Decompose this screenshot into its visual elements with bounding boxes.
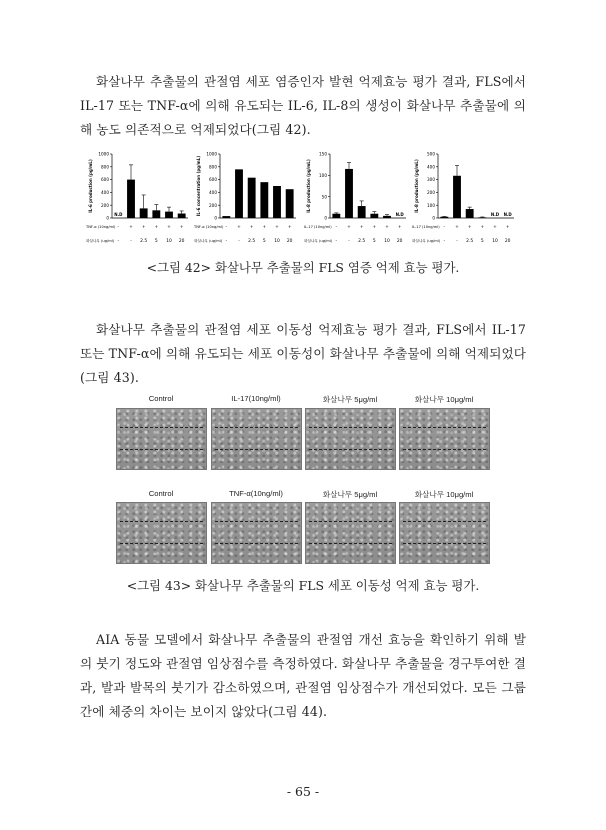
stim-sign: + <box>141 225 146 230</box>
stim-sign: + <box>505 225 510 230</box>
stim-sign: + <box>397 225 402 230</box>
y-axis-label: IL-6 production (pg/mL) <box>88 159 93 213</box>
stim-sign: + <box>167 225 171 230</box>
micrograph-label: IL-17(10ng/ml) <box>231 394 281 403</box>
y-tick-label: 800 <box>101 164 109 170</box>
y-tick-label: 600 <box>209 177 217 183</box>
extract-dose: 10 <box>492 239 498 244</box>
stim-sign: + <box>287 225 292 230</box>
extract-dose: 5 <box>262 239 266 244</box>
y-tick-label: 150 <box>319 152 327 157</box>
micrograph-label: TNF-α(10ng/ml) <box>229 489 283 498</box>
y-tick-label: 100 <box>427 202 435 208</box>
stim-sign: + <box>493 225 497 230</box>
extract-dose: - <box>117 239 120 244</box>
stim-sign: + <box>455 225 459 230</box>
micrograph-tile <box>211 408 302 470</box>
data-bar <box>127 180 135 218</box>
stim-sign: + <box>262 225 267 230</box>
bar-annotation: N.D <box>490 212 500 217</box>
data-bar <box>332 214 340 218</box>
extract-row-label: 화살나무 (ug/ml) <box>304 239 333 243</box>
y-tick-label: 100 <box>319 172 327 178</box>
stim-sign: - <box>117 225 120 230</box>
micrograph-tile <box>305 502 396 564</box>
stim-sign: + <box>467 225 472 230</box>
y-tick-label: 400 <box>101 190 109 195</box>
figure-43-micrographs <box>116 394 494 566</box>
extract-dose: 5 <box>480 239 484 244</box>
data-bar <box>273 186 281 218</box>
micrograph-label: 화살나무 10μg/ml <box>414 490 474 499</box>
data-bar <box>478 217 486 218</box>
micrograph-label: 화살나무 5μg/ml <box>322 395 378 404</box>
bar-annotation: N.D <box>503 212 512 217</box>
y-tick-label: 400 <box>427 164 435 170</box>
paragraph-cell-migration: 화살나무 추출물의 관절염 세포 이동성 억제효능 평가 결과, FLS에서 IL-17 또는 TNF-α에 의해 유도되는 세포 이동성이 화살나무 추출물에 의해 억제되었다(그림 43). <box>80 322 526 385</box>
extract-dose: 20 <box>178 239 185 244</box>
y-axis-label: IL-6 concentration (pg/mL) <box>196 155 201 217</box>
figure-42-charts <box>84 152 524 262</box>
data-bar <box>222 216 230 218</box>
y-tick-label: 200 <box>427 190 435 195</box>
stim-sign: + <box>480 225 485 230</box>
extract-dose: - <box>335 239 338 244</box>
extract-dose: 5 <box>154 239 158 244</box>
stim-sign: + <box>359 225 364 230</box>
y-tick-label: 400 <box>209 190 217 195</box>
data-bar <box>440 217 448 218</box>
stim-row-label: TNF-α (10ng/ml) <box>194 225 224 229</box>
extract-row-label: 화살나무 (ug/ml) <box>194 239 223 243</box>
micrograph-tile <box>399 408 490 470</box>
extract-dose: 20 <box>504 239 511 244</box>
data-bar <box>370 214 378 218</box>
y-tick-label: 200 <box>209 202 217 208</box>
extract-dose: 5 <box>372 239 376 244</box>
extract-dose: 2.5 <box>466 239 474 244</box>
bar-annotation: N.D <box>395 212 404 217</box>
y-axis-label: IL-8 production (pg/mL) <box>306 159 311 213</box>
extract-row-label: 화살나무 (ug/ml) <box>412 239 441 243</box>
stim-sign: + <box>372 225 377 230</box>
stim-sign: + <box>179 225 184 230</box>
figure-43-caption: <그림 43> 화살나무 추출물의 FLS 세포 이동성 억제 효능 평가. <box>126 578 480 593</box>
y-tick-label: 1000 <box>206 152 217 157</box>
extract-dose: 10 <box>274 239 280 244</box>
stim-sign: - <box>225 225 228 230</box>
data-bar <box>383 216 391 218</box>
extract-dose: 2.5 <box>248 239 256 244</box>
data-bar <box>358 206 366 218</box>
y-axis-label: IL-8 production (pg/mL) <box>414 159 419 213</box>
extract-dose: - <box>348 239 350 244</box>
bar-annotation: N.D <box>114 212 123 217</box>
stim-sign: + <box>275 225 279 230</box>
micrograph-tile <box>305 408 396 470</box>
data-bar <box>152 210 160 218</box>
data-bar <box>248 178 256 218</box>
data-bar <box>140 208 148 218</box>
stim-sign: + <box>249 225 254 230</box>
stim-sign: - <box>335 225 338 230</box>
stim-sign: + <box>347 225 351 230</box>
data-bar <box>178 214 186 218</box>
y-tick-label: 500 <box>427 152 435 157</box>
y-tick-label: 1000 <box>98 152 109 157</box>
extract-dose: - <box>456 239 458 244</box>
stim-row-label: TNF-α (10ng/ml) <box>86 225 116 229</box>
stim-row-label: IL-17 (10ng/ml) <box>304 225 332 229</box>
extract-row-label: 화살나무 (ug/ml) <box>86 239 115 243</box>
micrograph-label: 화살나무 10μg/ml <box>414 395 474 404</box>
y-tick-label: 0 <box>106 215 109 221</box>
page-number: - 65 - <box>286 784 320 799</box>
stim-sign: + <box>385 225 389 230</box>
extract-dose: 20 <box>396 239 403 244</box>
data-bar <box>235 169 243 218</box>
extract-dose: - <box>225 239 228 244</box>
data-bar <box>260 182 268 218</box>
data-bar <box>345 169 353 218</box>
extract-dose: 2.5 <box>140 239 148 244</box>
micrograph-tile <box>211 502 302 564</box>
extract-dose: - <box>238 239 240 244</box>
y-tick-label: 50 <box>321 194 327 200</box>
data-bar <box>466 209 474 218</box>
y-tick-label: 800 <box>209 164 217 170</box>
stim-sign: - <box>443 225 446 230</box>
y-tick-label: 0 <box>432 215 435 221</box>
stim-sign: + <box>154 225 159 230</box>
micrograph-tile <box>399 502 490 564</box>
micrograph-label: 화살나무 5μg/ml <box>322 490 378 499</box>
stim-row-label: IL-17 (10ng/ml) <box>412 225 440 229</box>
extract-dose: - <box>130 239 132 244</box>
micrograph-tile <box>116 408 207 470</box>
figure-42-caption: <그림 42> 화살나무 추출물의 FLS 염증 억제 효능 평가. <box>146 260 460 275</box>
stim-sign: + <box>129 225 133 230</box>
micrograph-label: Control <box>148 394 174 403</box>
stim-sign: + <box>237 225 241 230</box>
micrograph-tile <box>116 502 207 564</box>
y-tick-label: 300 <box>427 177 435 183</box>
micrograph-label: Control <box>148 489 174 498</box>
extract-dose: 2.5 <box>358 239 366 244</box>
data-bar <box>453 176 461 218</box>
extract-dose: 20 <box>286 239 293 244</box>
extract-dose: - <box>443 239 446 244</box>
paragraph-aia-model: AIA 동물 모델에서 화살나무 추출물의 관절염 개선 효능을 확인하기 위해 발의 붓기 정도와 관절염 임상점수를 측정하였다. 화살나무 추출물을 경구투여한 결과, 발과 발목의 붓기가 감소하였으며, 관절염 임상점수가 개선되었다. 모든 그룹간에 체중의 차이는 보이지 않았다(그림 44). <box>80 632 526 719</box>
extract-dose: 10 <box>384 239 390 244</box>
y-tick-label: 200 <box>101 202 109 208</box>
data-bar <box>286 189 294 218</box>
y-tick-label: 0 <box>214 215 217 221</box>
extract-dose: 10 <box>166 239 172 244</box>
paragraph-il6-il8: 화살나무 추출물의 관절염 세포 염증인자 발현 억제효능 평가 결과, FLS에서 IL-17 또는 TNF-α에 의해 유도되는 IL-6, IL-8의 생성이 화살나무 추출물에 의해 농도 의존적으로 억제되었다(그림 42). <box>80 74 526 137</box>
y-tick-label: 600 <box>101 177 109 183</box>
data-bar <box>165 212 173 218</box>
y-tick-label: 0 <box>324 215 327 221</box>
